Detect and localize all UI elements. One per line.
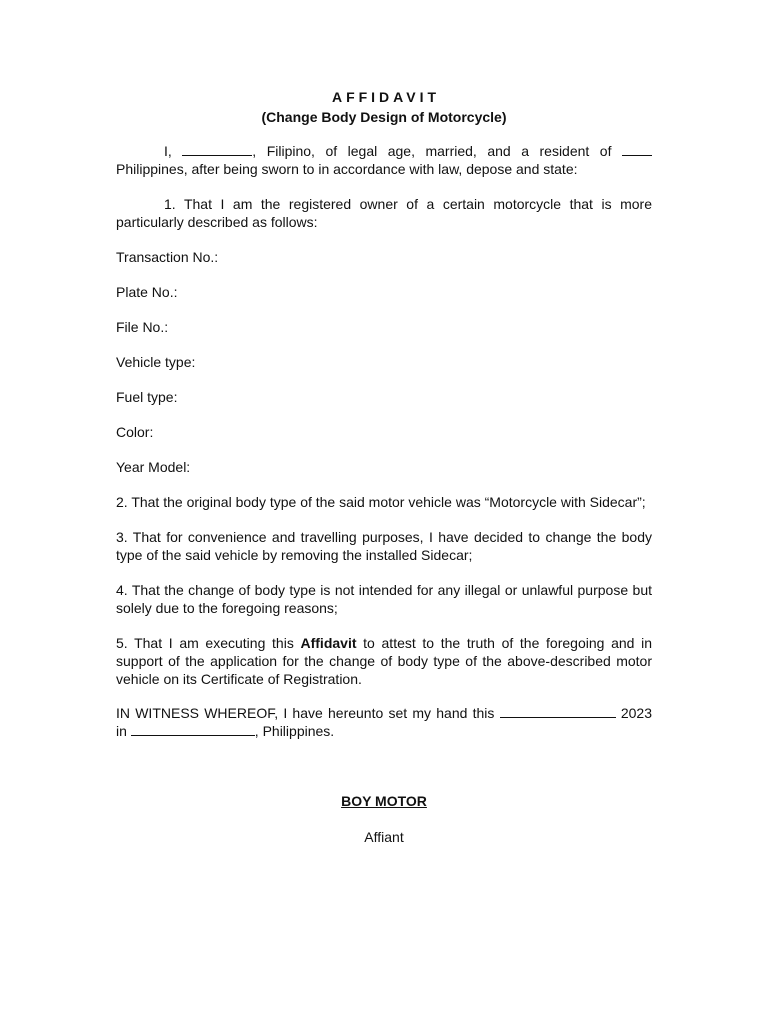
field-plate-no: Plate No.: [116, 284, 178, 300]
signature-block [116, 792, 652, 810]
witness-year: 2023 [620, 705, 652, 721]
field-color: Color: [116, 424, 154, 440]
date-blank [500, 704, 616, 718]
place-blank [131, 722, 255, 736]
document-subtitle: (Change Body Design of Motorcycle) [261, 109, 507, 125]
residence-blank [622, 142, 652, 156]
item-5-highlight: Affidavit [300, 635, 357, 651]
witness-part3: , Philippines. [254, 723, 335, 739]
witness-part2: in [116, 723, 127, 739]
item-4: 4. That the change of body type is not intended for any illegal or unlawful purpose but solely due to the foregoing reasons; [116, 582, 652, 616]
item-5 [116, 634, 652, 688]
document-body [116, 88, 652, 846]
intro-part2: , Filipino, of legal age, married, and a resident of [252, 143, 612, 159]
item-1: 1. That I am the registered owner of a certain motorcycle that is more particularly described as follows: [116, 196, 652, 230]
field-year-model: Year Model: [116, 459, 191, 475]
document-title: AFFIDAVIT [331, 89, 441, 105]
witness-part1: IN WITNESS WHEREOF, I have hereunto set my hand this [116, 705, 495, 721]
name-blank [182, 142, 252, 156]
intro-part3: Philippines, after being sworn to in accordance with law, depose and state: [116, 161, 578, 177]
field-vehicle-type: Vehicle type: [116, 354, 196, 370]
item-5-after: to attest to the truth of the foregoing and in support of the application for the change of body type of the above-described motor vehicle on its Certificate of Registration. [116, 635, 652, 687]
item-2: 2. That the original body type of the said motor vehicle was “Motorcycle with Sidecar”; [116, 494, 646, 510]
witness-paragraph [116, 704, 652, 740]
field-fuel-type: Fuel type: [116, 389, 178, 405]
field-file-no: File No.: [116, 319, 169, 335]
item-3: 3. That for convenience and travelling purposes, I have decided to change the body type of the said vehicle by removing the installed Sidecar; [116, 529, 652, 563]
signatory-name: BOY MOTOR [341, 793, 427, 809]
field-transaction-no: Transaction No.: [116, 249, 219, 265]
item-5-before: 5. That I am executing this [116, 635, 294, 651]
signatory-role: Affiant [364, 829, 404, 845]
intro-paragraph [116, 142, 652, 178]
intro-part1: I, [164, 143, 172, 159]
